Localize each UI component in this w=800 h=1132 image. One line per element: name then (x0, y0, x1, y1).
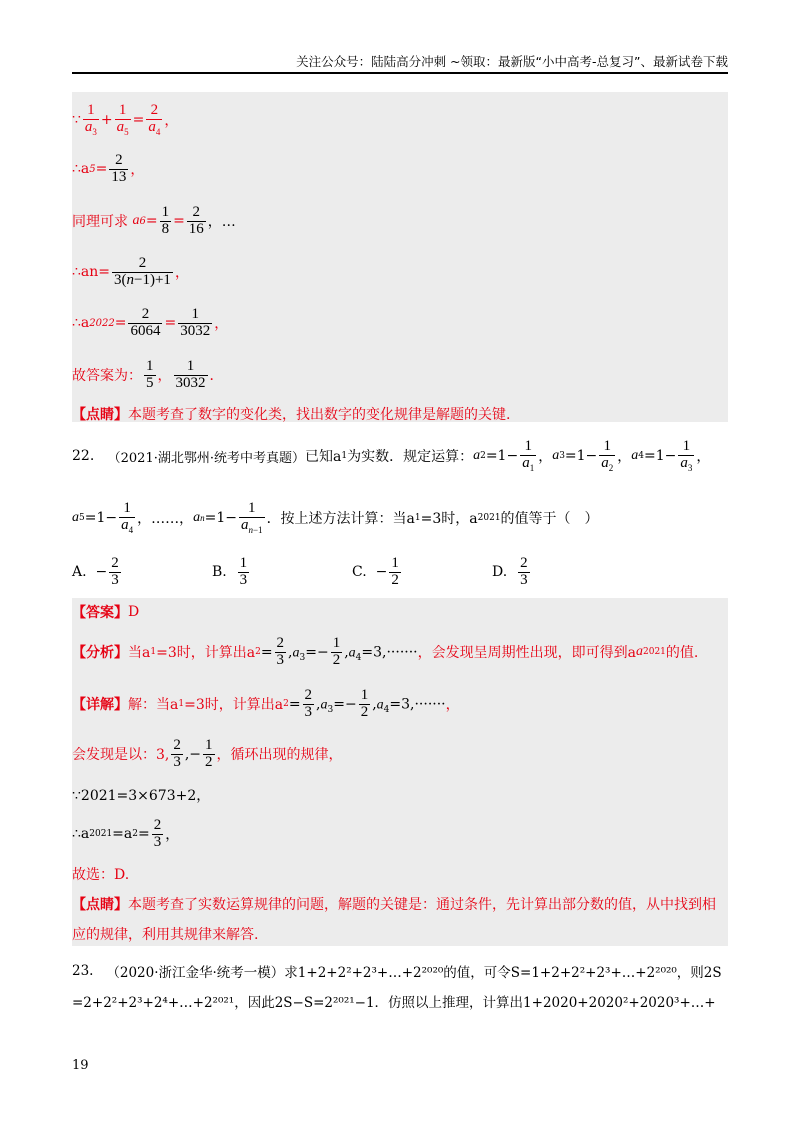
q22-line-2: a 5 =1− $\frac{1}{a_4}$ ，……， a n =1− $\frac{1}{a_{n-1}}$ ．按上述方法计算：当a 1 =3时，a 2021 的值等于（ ） (72, 499, 599, 535)
q23-line-1: 23. （2020·浙江金华·统考一模）求1+2+2²+2³+…+2²⁰²⁰的值，可令S=1+2+2²+2³+…+2²⁰²⁰，则2S (72, 963, 722, 981)
comment-line-1: 【点睛】 本题考查了实数运算规律的问题，解题的关键是：通过条件，先计算出部分数的值，从中找到相 (72, 897, 716, 913)
choose-line: 故选：D. (72, 867, 130, 883)
q22-line-1: 22. （2021·湖北鄂州·统考中考真题） 已知a 1 为实数．规定运算： a 2 =1− $\frac{1}{a_1}$ ， a 3 =1− $\frac{1}{a_2}$ ， a 4 =1− $\frac{1}{a_3}$ ， (72, 437, 711, 473)
header-text: 关注公众号：陆陆高分冲刺 ~领取：最新版“小中高考-总复习”、最新试卷下载 (296, 54, 728, 69)
prev-comment: 【点睛】 本题考查了数字的变化类，找出数字的变化规律是解题的关键. (72, 407, 511, 423)
prev-line-6: 故答案为： $\frac{1}{5}$ ， $\frac{1}{3032}$ ． (72, 357, 224, 391)
q22-option-d: D. $\frac{2}{3}$ (492, 554, 528, 588)
because-line: ∵2021=3×673+2， (72, 788, 211, 804)
prev-line-1: ∵ $\frac{1}{a_3}$ + $\frac{1}{a_5}$ = $\frac{2}{a_4}$ ， (72, 101, 179, 137)
detail-line: 【详解】 解：当a 1 =3时，计算出a 2 = $\frac{2}{3}$ $,a_3=-$ $\frac{1}{2}$ $,a_4=3,\cdot\cdot\cdot\cdot\cdot\cdot\cdot$ ， (72, 686, 460, 720)
therefore-line: ∴a 2021 =a 2 = $\frac{2}{3}$ ， (72, 816, 180, 850)
q22-option-a: A. − $\frac{2}{3}$ (72, 554, 119, 588)
cycle-line: 会发现是以：3, $\frac{2}{3}$ ,− $\frac{1}{2}$ ，循环出现的规律， (72, 736, 343, 770)
prev-line-3: 同理可求 a 6 = $\frac{1}{8}$ = $\frac{2}{16}$ ，… (72, 203, 236, 237)
page-number: 19 (72, 1058, 89, 1073)
analysis-line: 【分析】 当a 1 =3时，计算出a 2 = $\frac{2}{3}$ $,a_3=-$ $\frac{1}{2}$ $,a_4=3,\cdot\cdot\cdot\cdot\cdot\cdot\cdot$ ，会发现呈周期性出现，即可得到a a 2021 的值. (72, 634, 699, 668)
answer-line: 【答案】 D (72, 604, 140, 621)
q23-line-2: =2+2²+2³+2⁴+…+2²⁰²¹，因此2S−S=2²⁰²¹−1．仿照以上推理，计算出1+2020+2020²+2020³+…+ (72, 995, 716, 1011)
page-header (72, 52, 728, 74)
prev-line-5: ∴a 2022 = $\frac{2}{6064}$ = $\frac{1}{3032}$ ， (72, 305, 229, 339)
q22-option-b: B. $\frac{1}{3}$ (212, 554, 248, 588)
prev-line-4: ∴an= $\frac{2}{3(n-1)+1}$ ， (72, 254, 189, 288)
prev-line-2: ∴a 5 = $\frac{2}{13}$ ， (72, 151, 145, 185)
comment-line-2: 应的规律，利用其规律来解答. (72, 927, 259, 943)
q22-option-c: C. − $\frac{1}{2}$ (352, 554, 399, 588)
